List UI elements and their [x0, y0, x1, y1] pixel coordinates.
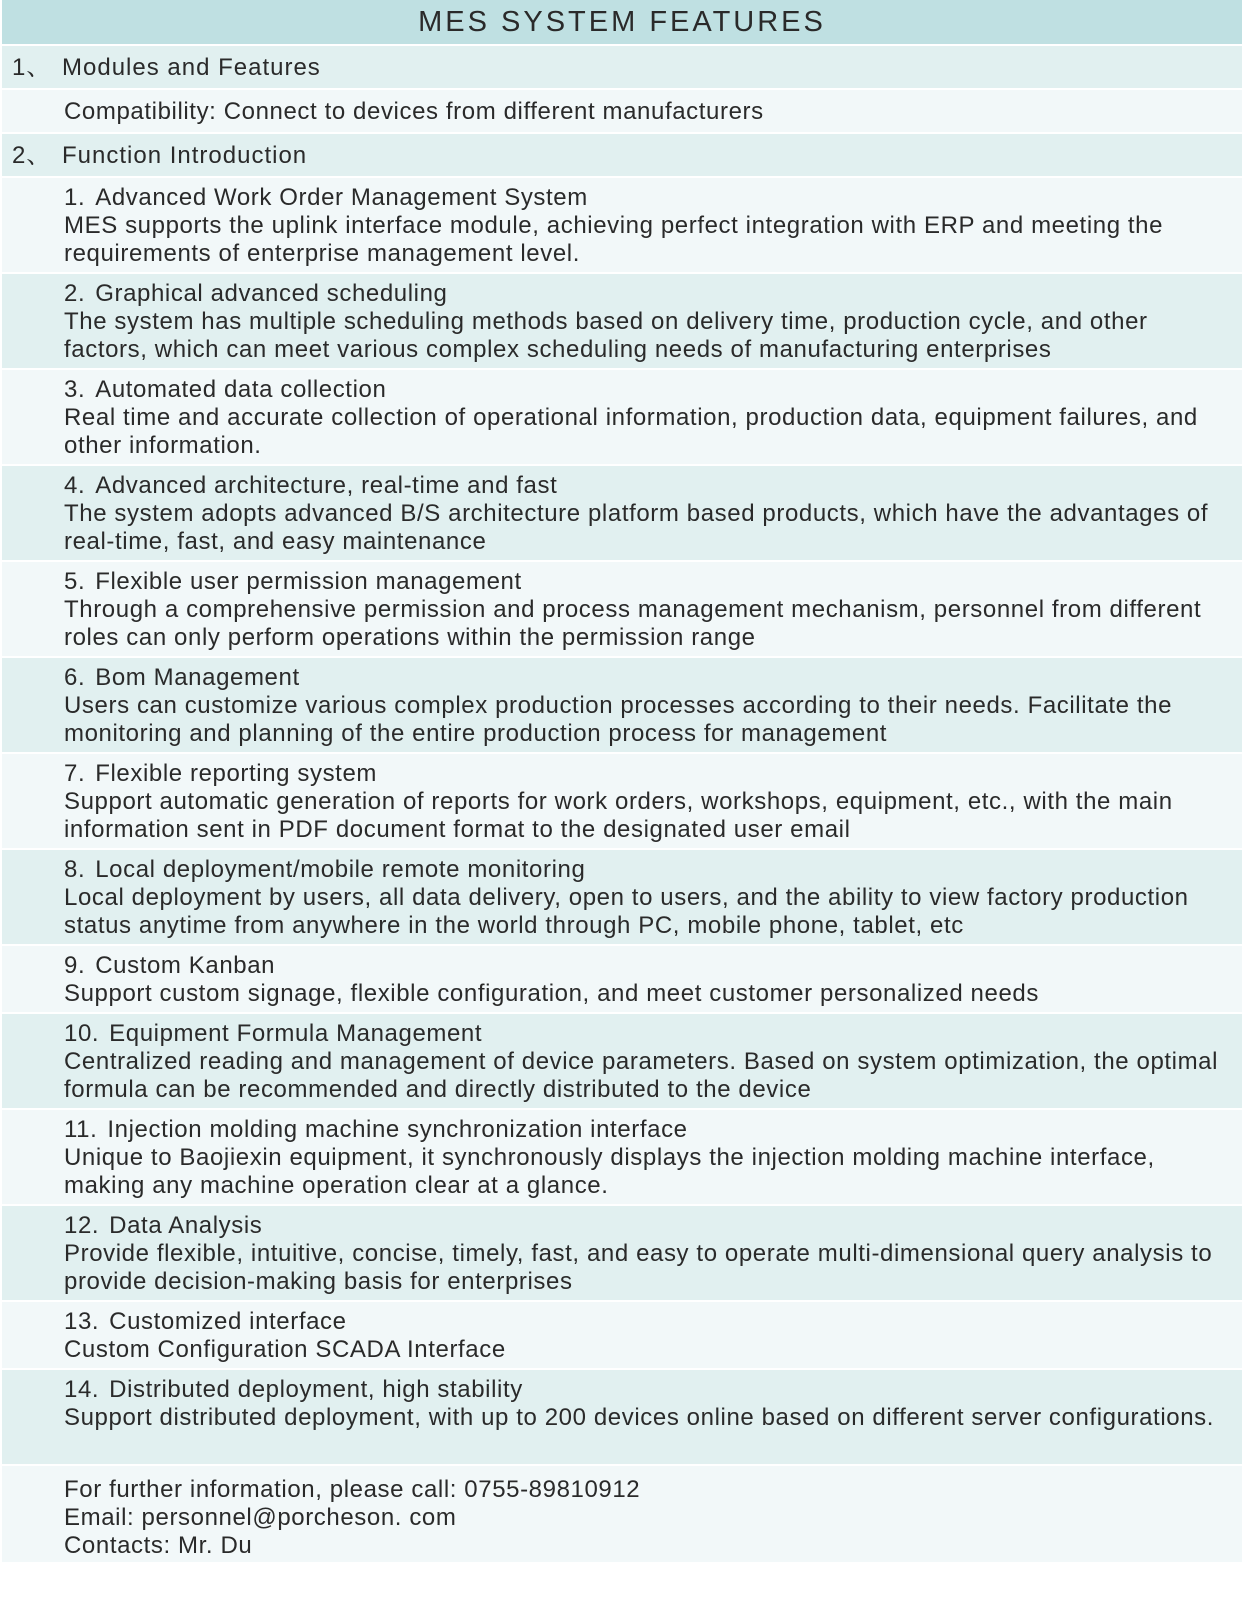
section-number: 1、 [12, 54, 52, 81]
compatibility-row: Compatibility: Connect to devices from different manufacturers [2, 90, 1242, 134]
contact-email: Email: personnel@porcheson. com [64, 1504, 457, 1531]
feature-item [2, 1206, 1242, 1302]
section-function-header [2, 134, 1242, 178]
feature-title: 8. Local deployment/mobile remote monitoring [64, 856, 586, 883]
feature-description: Support automatic generation of reports for work orders, workshops, equipment, etc., with the main information sent in PDF document format to the designated user email [64, 788, 1173, 843]
section-number: 2、 [12, 142, 52, 169]
features-sheet [2, 0, 1242, 1562]
feature-title: 2. Graphical advanced scheduling [64, 280, 448, 307]
feature-description: Centralized reading and management of device parameters. Based on system optimization, the optimal formula can be recommended and directly distributed to the device [64, 1048, 1219, 1103]
feature-description: Users can customize various complex production processes according to their needs. Facilitate the monitoring and planning of the entire production process for management [64, 692, 1173, 747]
feature-title: 5. Flexible user permission management [64, 568, 522, 595]
feature-description: Support custom signage, flexible configuration, and meet customer personalized needs [64, 980, 1039, 1007]
contact-phone: For further information, please call: 0755-89810912 [64, 1476, 641, 1503]
feature-item [2, 946, 1242, 1014]
feature-title: 9. Custom Kanban [64, 952, 276, 979]
feature-item [2, 370, 1242, 466]
feature-title: 1. Advanced Work Order Management System [64, 184, 588, 211]
feature-description: MES supports the uplink interface module, achieving perfect integration with ERP and meeting the requirements of enterprise management level. [64, 212, 1164, 267]
feature-item [2, 1302, 1242, 1370]
feature-item [2, 754, 1242, 850]
page-title: MES SYSTEM FEATURES [2, 0, 1242, 46]
feature-title: 6. Bom Management [64, 664, 300, 691]
feature-title: 3. Automated data collection [64, 376, 387, 403]
feature-title: 10. Equipment Formula Management [64, 1020, 483, 1047]
feature-description: Through a comprehensive permission and process management mechanism, personnel from different roles can only perform operations within the permission range [64, 596, 1202, 651]
feature-item [2, 178, 1242, 274]
feature-description: Unique to Baojiexin equipment, it synchronously displays the injection molding machine interface, making any machine operation clear at a glance. [64, 1144, 1155, 1199]
section-modules-header [2, 46, 1242, 90]
feature-item [2, 562, 1242, 658]
feature-title: 14. Distributed deployment, high stability [64, 1376, 523, 1403]
feature-title: 7. Flexible reporting system [64, 760, 377, 787]
feature-item [2, 850, 1242, 946]
contact-info [2, 1466, 1242, 1562]
feature-title: 11. Injection molding machine synchronization interface [64, 1116, 688, 1143]
feature-item [2, 1110, 1242, 1206]
feature-description: The system has multiple scheduling methods based on delivery time, production cycle, and other factors, which can meet various complex scheduling needs of manufacturing enterprises [64, 308, 1148, 363]
section-label: Function Introduction [62, 142, 308, 169]
feature-description: Provide flexible, intuitive, concise, timely, fast, and easy to operate multi-dimensional query analysis to provide decision-making basis for enterprises [64, 1240, 1213, 1295]
contact-person: Contacts: Mr. Du [64, 1532, 253, 1559]
feature-title: 4. Advanced architecture, real-time and fast [64, 472, 558, 499]
feature-description: The system adopts advanced B/S architecture platform based products, which have the advantages of real-time, fast, and easy maintenance [64, 500, 1209, 555]
feature-item [2, 466, 1242, 562]
feature-item [2, 1370, 1242, 1466]
section-label: Modules and Features [62, 54, 321, 81]
feature-title: 12. Data Analysis [64, 1212, 263, 1239]
feature-item [2, 1014, 1242, 1110]
feature-title: 13. Customized interface [64, 1308, 347, 1335]
feature-description: Custom Configuration SCADA Interface [64, 1336, 506, 1363]
feature-description: Support distributed deployment, with up to 200 devices online based on different server configurations. [64, 1404, 1215, 1431]
feature-item [2, 274, 1242, 370]
feature-description: Real time and accurate collection of operational information, production data, equipment failures, and other information. [64, 404, 1198, 459]
feature-list [2, 178, 1242, 1466]
feature-item [2, 658, 1242, 754]
feature-description: Local deployment by users, all data delivery, open to users, and the ability to view factory production status anytime from anywhere in the world through PC, mobile phone, tablet, etc [64, 884, 1189, 939]
